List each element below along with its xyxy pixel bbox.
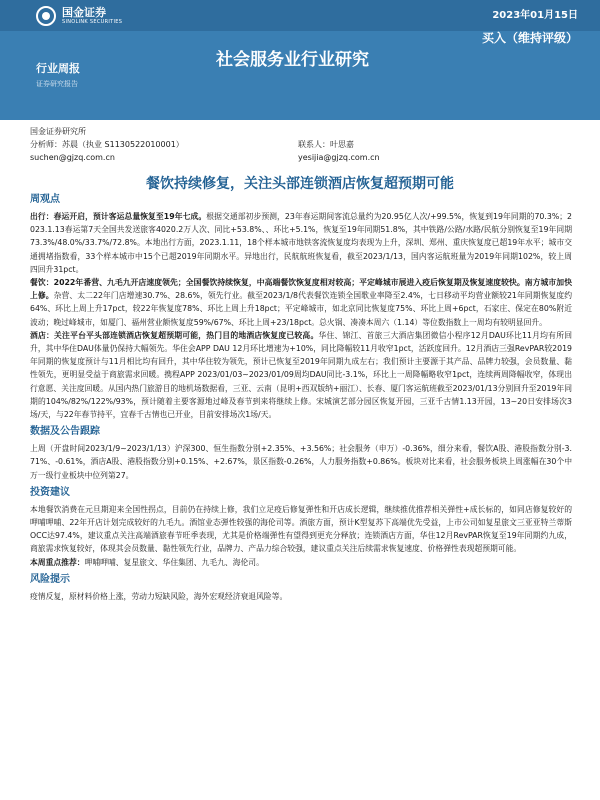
paragraph-investment: 本地餐饮消费在元旦期迎来全国性拐点，目前仍在持续上修，我们立足疫后修复弹性和开店成长逻辑，继续推优推荐相关弹性+成长标的，如同店修复较好的呷哺呷哺、22年开店计划完成较好的九毛九。酒馆业态弹性较强的海伦司等。酒旅方面，预计K型复苏下高端优先受益，上市公司如复星旅文三亚亚特兰蒂斯OCC达97.4%，建议重点关注高端酒旅春节旺季表现，尤其是价格端弹性有望得到更充分释放；连锁酒店方面，华住12月RevPAR恢复至19年同期约九成，商旅需求恢复较好，体现其会员数量、黏性领先行业，品牌力、产品力综合较强，建议重点关注后续需求恢复速度、价格弹性表现超预期可能。 <box>30 504 572 554</box>
report-subtype: 证券研究报告 <box>36 80 78 88</box>
brand-logo <box>36 6 122 26</box>
paragraph-recommendations <box>30 556 572 569</box>
main-title: 餐饮持续修复，关注头部连锁酒店恢复超预期可能 <box>146 176 454 192</box>
paragraph-lead: 出行：春运开启，预计客运总量恢复至19年七成。 <box>30 212 207 221</box>
logo-icon <box>36 6 56 26</box>
section-title-risk: 风险提示 <box>30 573 70 585</box>
paragraph-hotel <box>30 329 572 421</box>
section-title-investment: 投资建议 <box>30 486 70 498</box>
paragraph-lead: 本周重点推荐： <box>30 557 85 567</box>
brand-name: 国金证券 <box>62 5 106 19</box>
analyst-block <box>30 138 570 162</box>
analyst-email[interactable]: suchen@gjzq.com.cn <box>30 153 115 162</box>
report-type: 行业周报 <box>36 62 80 75</box>
paragraph-risk: 疫情反复，原材料价格上涨，劳动力短缺风险，海外宏观经济衰退风险等。 <box>30 591 288 601</box>
paragraph-text: 呷哺呷哺、复星旅文、华住集团、九毛九、海伦司。 <box>84 557 264 567</box>
report-title: 社会服务业行业研究 <box>216 50 369 70</box>
analyst-label: 分析师：苏晨（执业 S1130522010001） <box>30 140 184 149</box>
contact-label: 联系人：叶思嘉 <box>298 140 354 149</box>
section-title-weekly-view: 周观点 <box>30 194 60 205</box>
paragraph-travel <box>30 210 572 276</box>
paragraph-text: 杂营、太二22年门店增速30.7%、28.6%，领先行业。截至2023/1/8代表餐饮连锁全国歌业率降至2.4%，七日移动平均营业额较21年同期恢复度约64%、环比上周上升17pct，较22年恢复度78%、环比上周上升18pct；平定峰城市，如北京同比恢复度75%、环比上周+6pct，石家庄、保定在80%附近波动；晚过峰城市，如厦门、福州营业额恢复度59%/67%、环比上周+23/18pct。总火锅、凑凑本周六（1.14）等位数指数上一周均有较明显回升。 <box>30 291 573 327</box>
paragraph-catering <box>30 276 572 329</box>
paragraph-text: 华住、锦江、首旅三大酒店集团微信小程序12月DAU环比11月均有所回升，其中华住DAU体量仍保持大幅领先。华住会APP DAU 12月环比增速为+10%，同比降幅较11月收窄1pct，活跃度回升。12月酒店三强RevPAR较2019年同期的恢复度预计与11月相比均有回升，其中华住较为领先，预计已恢复至2019年同期九成左右；我们预计主要源于其产品、品牌力较强，会员数量、黏性领先，更明显受益于商旅需求回暖。携程APP 2023/01/03~2023/01/09周均DAU同比-3.1%，环比上一周降幅略收窄1pct，连续两周降幅收窄，体现出行意愿、关注度回暖。从国内热门旅游目的地机场数据看，三亚、云南（昆明+西双版纳+丽江）、长春、厦门客运航班截至2023/01/13分别回升至2019年同期的104%/82%/122%/93%，预计随着主要客源地过峰及春节到来将继续上修。宋城演艺部分园区恢复开园，三亚千古情1.13开园，13~20日安排场次3场/天，与22年春节持平，宜春千古情也已开业，目前安排场次1场/天。 <box>30 330 572 420</box>
paragraph-lead: 酒店：关注平台平头部连锁酒店恢复超预期可能，热门目的地酒店恢复度已较高。 <box>30 330 319 340</box>
report-body <box>30 193 572 603</box>
paragraph-market-data: 上周（开盘时间2023/1/9~2023/1/13）沪深300、恒生指数分别+2.35%、+3.56%；社会服务（申万）-0.36%，细分来看，餐饮A股、港股指数分别-3.71%、-0.61%，酒店A股、港股指数分别+0.15%、+2.67%，景区指数-0.26%，人力服务指数+0.86%。板块对比来看，社会服务板块上周涨幅在30个中万一级行业板块中位列第27。 <box>30 444 572 480</box>
brand-name-en: SINOLINK SECURITIES <box>62 18 123 25</box>
section-title-data-tracking: 数据及公告跟踪 <box>30 426 100 438</box>
institute-name: 国金证券研究所 <box>30 127 86 136</box>
rating-badge: 买入（维持评级） <box>481 31 578 45</box>
paragraph-lead: 餐饮：2022年番营、九毛九开店速度领先；全国餐饮持续恢复，中高端餐饮恢复度相对较高；平定峰城市展进入疫后恢复期及恢复速度较快。南方城市加快上修。 <box>30 278 572 301</box>
report-header <box>0 0 600 120</box>
report-date: 2023年01月15日 <box>492 10 578 21</box>
contact-email[interactable]: yesijia@gjzq.com.cn <box>298 153 380 162</box>
paragraph-text: 根据交通部初步预测，23年春运期间客流总量约为20.95亿人次/+99.5%，恢复到19年同期的70.3%；2023.1.13春运第7天全国共发送旅客4020.2万人次、同比+53.8%、、环比+5.1%，恢复至19年同期51.8%，其中铁路/公路/水路/民航分别恢复至19年同期73.3%/48.0%/33.7%/72.8%。本地出行方面，2023.1.11，18个样本城市地铁客流恢复度均表现为上升，深圳、郑州、重庆恢复度已超19年水平；城市交通拥堵指数看，33个样本城市中15个已超2019年同期水平。异地出行，民航航班恢复看，截至2023/1/13，国内客运航班量为2019年同期102%，较上周四回升31pct。 <box>30 212 572 274</box>
